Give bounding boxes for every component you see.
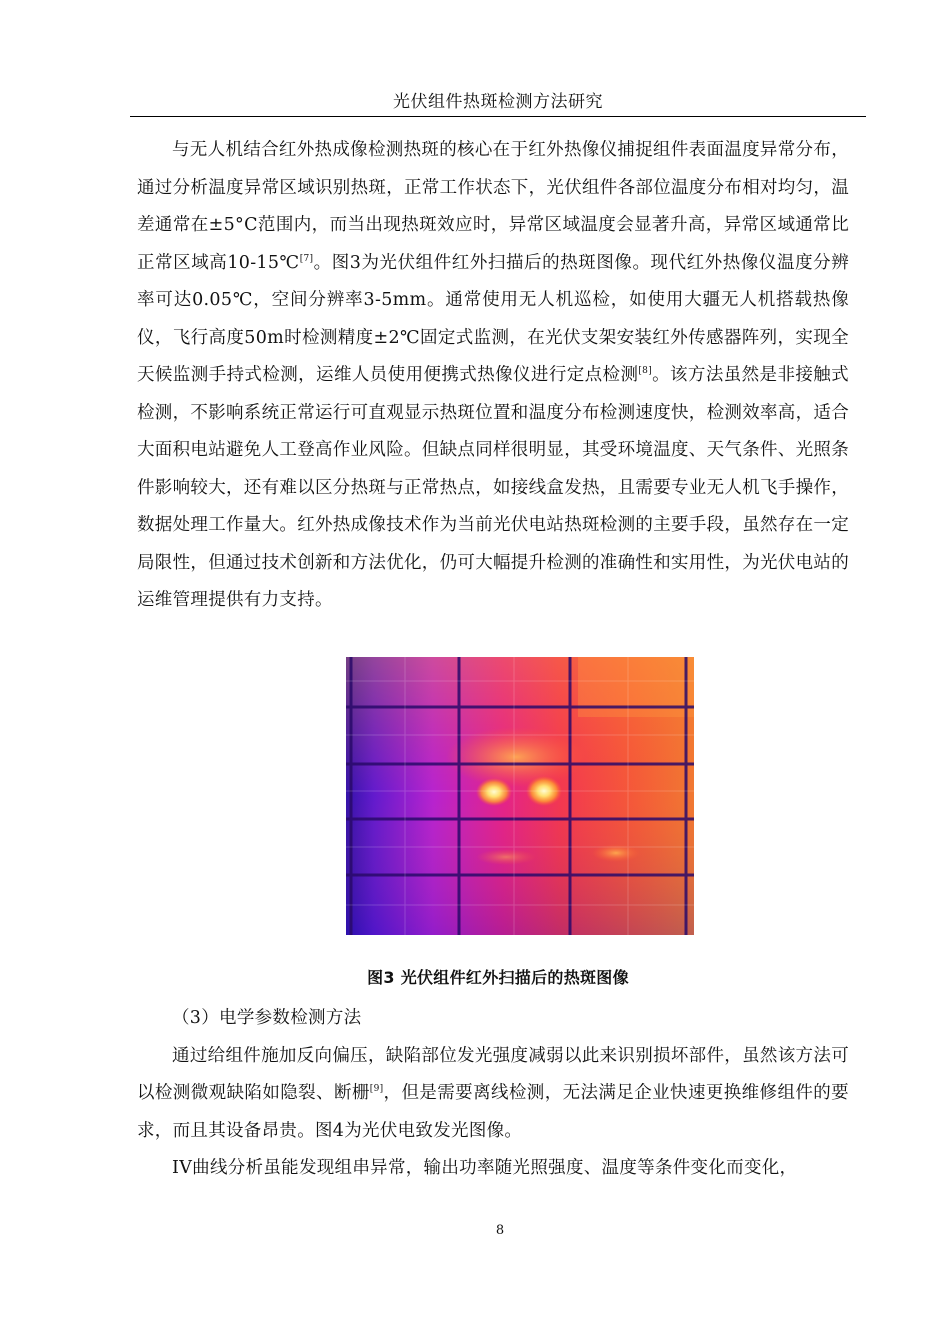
text-run: 。图3为光伏组件红外扫描后的热斑图像。现代红外热像仪温度分辨率可达0.05℃，空间分辨率3-5mm。通常使用无人机巡检，如使用大疆无人机搭载热像仪，飞行高度50m时检测精度±2℃固定式监测，在光伏支架安装红外传感器阵列，实现全天候监测手持式检测，运维人员使用便携式热像仪进行定点检测 <box>137 252 849 385</box>
running-header: 光伏组件热斑检测方法研究 <box>393 92 603 112</box>
citation-9: [9] <box>369 1084 384 1095</box>
text-run: 通过给组件施加反向偏压，缺陷部位发光强度减弱以此来识别损坏部件，虽然该方法可以检测微观缺陷如隐裂、断栅 <box>137 1045 849 1103</box>
header-rule <box>130 116 866 117</box>
citation-8: [8] <box>638 366 653 377</box>
thermal-image-figure <box>346 657 694 935</box>
body-paragraph-infrared <box>137 132 849 620</box>
paragraph: IV曲线分析虽能发现组串异常，输出功率随光照强度、温度等条件变化而变化， <box>172 1158 798 1178</box>
subsection-heading: （3）电学参数检测方法 <box>172 1008 362 1028</box>
text-run: 。该方法虽然是非接触式检测，不影响系统正常运行可直观显示热斑位置和温度分布检测速度快，检测效率高，适合大面积电站避免人工登高作业风险。但缺点同样很明显，其受环境温度、天气条件、光照条件影响较大，还有难以区分热斑与正常热点，如接线盒发热，且需要专业无人机飞手操作，数据处理工作量大。红外热成像技术作为当前光伏电站热斑检测的主要手段，虽然存在一定局限性，但通过技术创新和方法优化，仍可大幅提升检测的准确性和实用性，为光伏电站的运维管理提供有力支持。 <box>137 365 849 610</box>
text-run: ，但是需要离线检测，无法满足企业快速更换维修组件的要求，而且其设备昂贵。图4为光伏电致发光图像。 <box>137 1083 849 1141</box>
page-number: 8 <box>495 1223 505 1238</box>
thermal-hotspot-image <box>346 657 694 935</box>
section-electrical <box>137 1000 849 1188</box>
citation-7: [7] <box>299 253 314 264</box>
text-run: 与无人机结合红外热成像检测热斑的核心在于红外热像仪捕捉组件表面温度异常分布，通过分析温度异常区域识别热斑，正常工作状态下，光伏组件各部位温度分布相对均匀，温差通常在±5°C范围内，而当出现热斑效应时，异常区域温度会显著升高，异常区域通常比正常区域高10-15℃ <box>137 140 849 273</box>
figure-caption: 图3 光伏组件红外扫描后的热斑图像 <box>367 968 629 987</box>
paragraph <box>137 132 849 620</box>
paragraph <box>137 1038 849 1151</box>
